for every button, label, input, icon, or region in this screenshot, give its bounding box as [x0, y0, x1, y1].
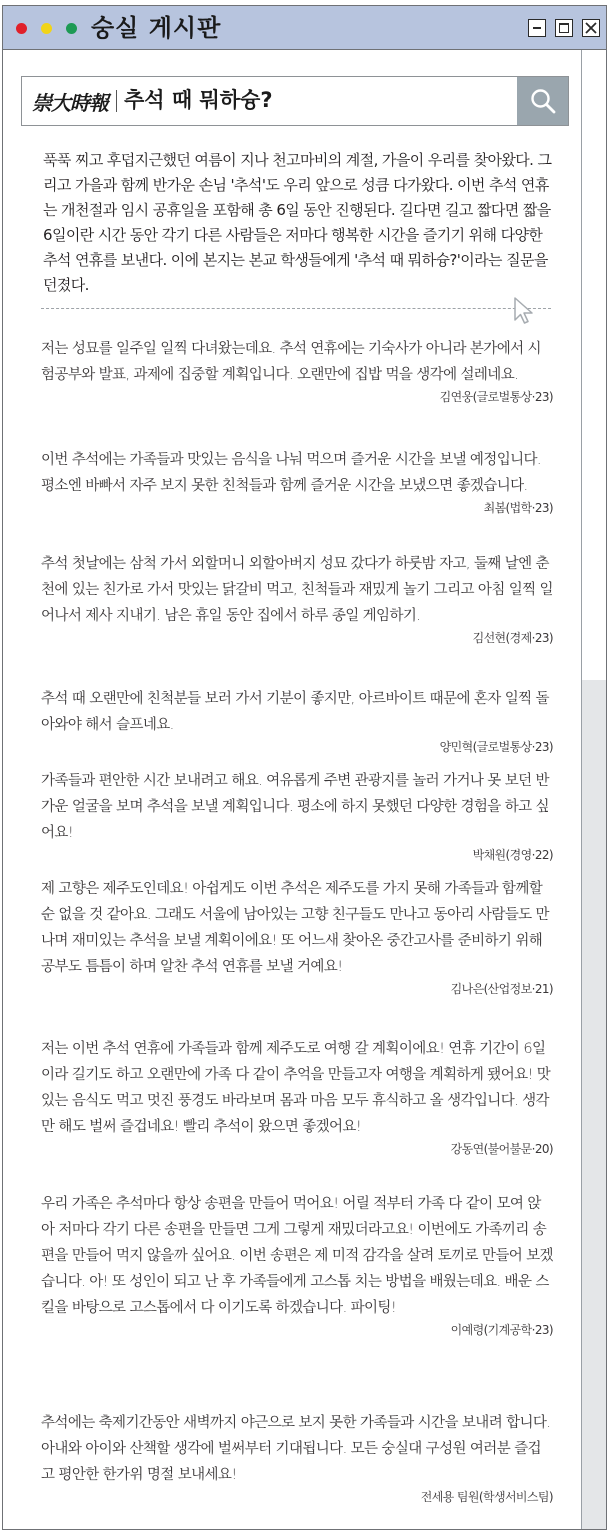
minimize-button[interactable]: [528, 19, 546, 37]
maximize-button[interactable]: [555, 19, 573, 37]
response-5: [41, 768, 553, 864]
response-author: 김선현(경제·23): [472, 631, 553, 645]
response-7: [41, 1036, 553, 1158]
maximize-dot-icon[interactable]: [66, 23, 77, 34]
response-author: 김나은(산업정보·21): [450, 982, 553, 996]
close-button[interactable]: [582, 19, 600, 37]
search-button[interactable]: [517, 77, 568, 125]
response-author: 이예령(기계공학·23): [450, 1323, 553, 1337]
search-icon: [530, 88, 556, 114]
scrollbar-track[interactable]: [582, 680, 606, 1529]
response-text: 저는 성묘를 일주일 일찍 다녀왔는데요. 추석 연휴에는 기숙사가 아니라 본가에서 시험공부와 발표, 과제에 집중할 계획입니다. 오랜만에 집밥 먹을 생각에 설레네요.: [41, 341, 541, 383]
close-icon: [585, 22, 597, 34]
response-text: 추석 첫날에는 삼척 가서 외할머니 외할아버지 성묘 갔다가 하룻밤 자고, 둘째 날엔 춘천에 있는 친가로 가서 맛있는 닭갈비 먹고, 친척들과 재밌게 놀기 그리고 아침 일찍 일어나서 제사 지내기. 남은 휴일 동안 집에서 하루 종일 게임하기.: [41, 556, 553, 624]
response-text: 우리 가족은 추석마다 항상 송편을 만들어 먹어요! 어릴 적부터 가족 다 같이 모여 앉아 저마다 각기 다른 송편을 만들면 그게 그렇게 재밌더라고요! 이번에도 가족끼리 송편을 만들어 먹지 않을까 싶어요. 이번 송편은 제 미적 감각을 살려 토끼로 만들어 보겠습니다. 아! 또 성인이 되고 난 후 가족들에게 고스톱 치는 방법을 배웠는데요. 배운 스킬을 바탕으로 고스톱에서 다 이기도록 하겠습니다. 파이팅!: [41, 1196, 553, 1316]
response-3: [41, 551, 553, 647]
search-bar[interactable]: [21, 76, 569, 126]
response-2: [41, 447, 553, 517]
mouse-cursor-icon: [513, 296, 535, 326]
response-text: 제 고향은 제주도인데요! 아쉽게도 이번 추석은 제주도를 가지 못해 가족들과 함께할 순 없을 것 같아요. 그래도 서울에 남아있는 고향 친구들도 만나고 동아리 사람들도 만나며 재미있는 추석을 보낼 계획이에요! 또 어느새 찾아온 중간고사를 준비하기 위해 공부도 틈틈이 하며 알찬 추석 연휴를 보낼 거예요!: [41, 881, 549, 975]
search-input[interactable]: 추석 때 뭐하슝?: [124, 88, 273, 112]
response-6: [41, 876, 553, 998]
response-1: [41, 336, 553, 406]
response-author: 최봄(법학·23): [483, 501, 553, 515]
newspaper-masthead: 崇大時報: [32, 91, 108, 115]
dashed-divider: [41, 308, 551, 309]
close-dot-icon[interactable]: [16, 23, 27, 34]
response-text: 가족들과 편안한 시간 보내려고 해요. 여유롭게 주변 관광지를 놀러 가거나 못 보던 반가운 얼굴을 보며 추석을 보낼 계획입니다. 평소에 하지 못했던 다양한 경험을 하고 싶어요!: [41, 773, 549, 841]
masthead-divider: [116, 90, 117, 112]
minimize-dot-icon[interactable]: [41, 23, 52, 34]
intro-paragraph: 푹푹 찌고 후덥지근했던 여름이 지나 천고마비의 계절, 가을이 우리를 찾아왔다. 그리고 가을과 함께 반가운 손님 '추석'도 우리 앞으로 성큼 다가왔다. 이번 추석 연휴는 개천절과 임시 공휴일을 포함해 총 6일 동안 진행된다. 길다면 길고 짧다면 짧을 6일이란 시간 동안 각기 다른 사람들은 저마다 행복한 시간을 즐기기 위해 다양한 추석 연휴를 보낸다. 이에 본지는 본교 학생들에게 '추석 때 뭐하슝?'이라는 질문을 던졌다.: [43, 151, 552, 294]
response-text: 추석 때 오랜만에 친척분들 보러 가서 기분이 좋지만, 아르바이트 때문에 혼자 일찍 돌아와야 해서 슬프네요.: [41, 691, 549, 733]
response-text: 이번 추석에는 가족들과 맛있는 음식을 나눠 먹으며 즐거운 시간을 보낼 예정입니다. 평소엔 바빠서 자주 보지 못한 친척들과 함께 즐거운 시간을 보냈으면 좋겠습니다.: [41, 452, 541, 494]
response-text: 저는 이번 추석 연휴에 가족들과 함께 제주도로 여행 갈 계획이에요! 연휴 기간이 6일이라 길기도 하고 오랜만에 가족 다 같이 추억을 만들고자 여행을 계획하게 됐어요! 맛있는 음식도 먹고 멋진 풍경도 바라보며 몸과 마음 모두 휴식하고 올 생각입니다. 생각만 해도 벌써 즐겁네요! 빨리 추석이 왔으면 좋겠어요!: [41, 1041, 551, 1135]
response-text: 추석에는 축제기간동안 새벽까지 야근으로 보지 못한 가족들과 시간을 보내려 합니다. 아내와 아이와 산책할 생각에 벌써부터 기대됩니다. 모든 숭실대 구성원 여러분 즐겁고 평안한 한가위 명절 보내세요!: [41, 1415, 551, 1483]
title-bar: [3, 6, 606, 50]
vertical-scrollbar[interactable]: [581, 50, 606, 1529]
response-8: [41, 1191, 553, 1339]
response-9: [41, 1410, 553, 1506]
board-window: [2, 5, 607, 1530]
response-author: 강동연(불어불문·20): [450, 1142, 553, 1156]
response-author: 박채원(경영·22): [472, 848, 553, 862]
window-title: 숭실 게시판: [91, 14, 222, 42]
response-author: 전세용 팀원(학생서비스팀): [420, 1490, 553, 1504]
response-author: 김연웅(글로벌통상·23): [439, 390, 553, 404]
response-author: 양민혁(글로벌통상·23): [439, 740, 553, 754]
response-4: [41, 686, 553, 756]
